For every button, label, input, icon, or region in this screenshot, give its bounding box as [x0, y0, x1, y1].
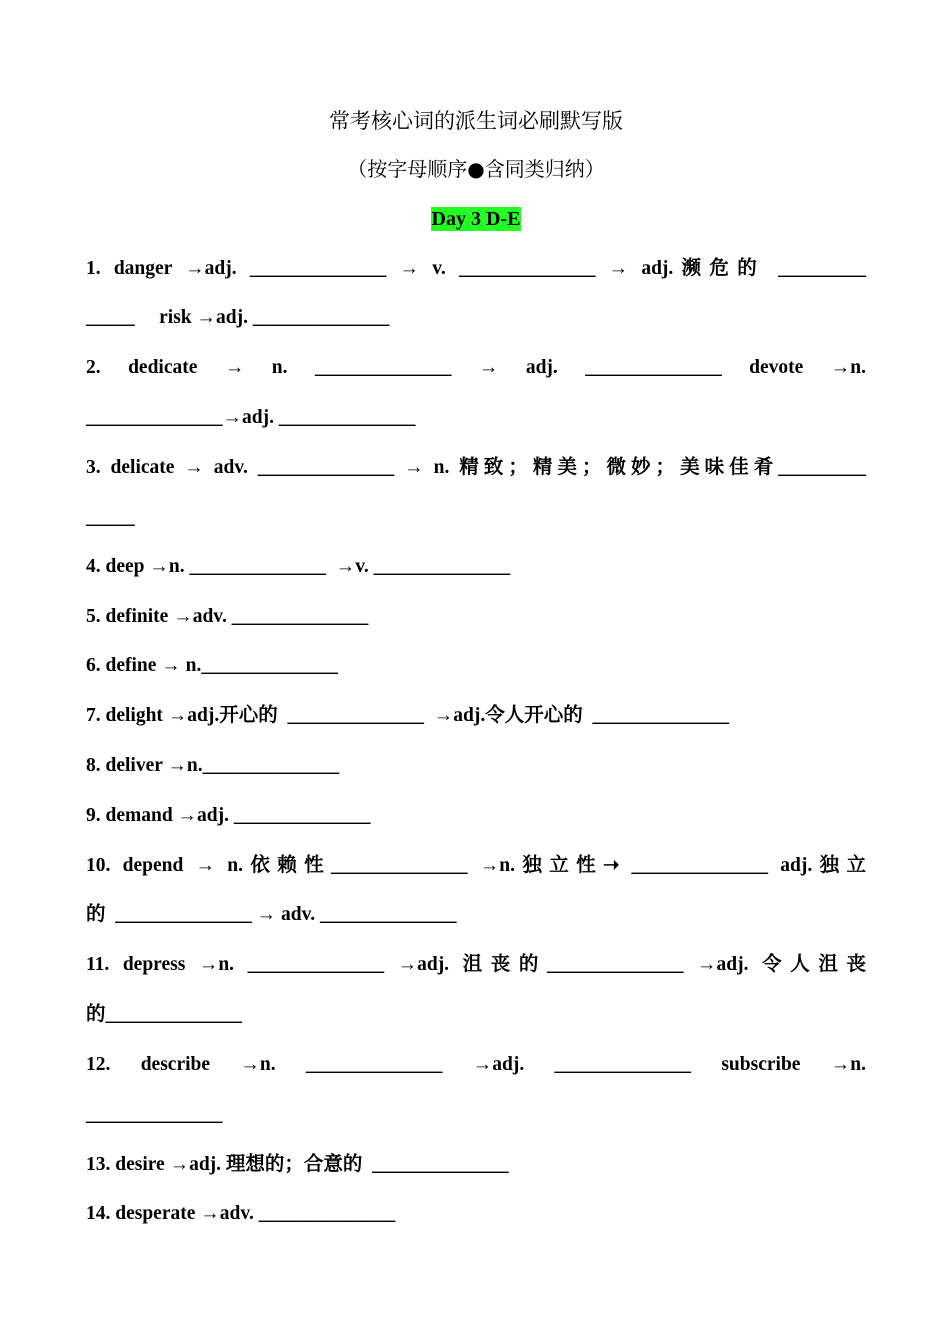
day-label — [86, 204, 866, 236]
exercise-line: 10. depend → n.依赖性______________ →n.独立性➝ ______________ adj.独立 — [86, 855, 866, 876]
exercise-line: 7. delight →adj.开心的 ______________ →adj.令人开心的 ______________ — [86, 705, 729, 726]
page-title: 常考核心词的派生词必刷默写版 — [329, 109, 623, 133]
exercise-line: ______________→adj. ______________ — [86, 407, 416, 428]
exercise-line: 12. describe →n. ______________ →adj. ______________ subscribe →n. — [86, 1054, 866, 1075]
exercise-line: 14. desperate →adv. ______________ — [86, 1203, 396, 1224]
exercise-line: 8. deliver →n.______________ — [86, 755, 340, 776]
exercise-line: 2. dedicate → n. ______________ → adj. ______________ devote →n. — [86, 357, 866, 378]
exercise-line: 4. deep →n. ______________ →v. ______________ — [86, 556, 511, 577]
exercise-line: 5. definite →adv. ______________ — [86, 606, 369, 627]
exercise-line: 6. define → n.______________ — [86, 655, 338, 676]
exercise-line: 13. desire →adj. 理想的；合意的 ______________ — [86, 1154, 509, 1175]
exercise-line: 的 ______________ → adv. ______________ — [86, 904, 457, 925]
exercise-line: 3. delicate → adv. ______________ → n. 精致；精美；微妙；美味佳肴_________ — [86, 457, 866, 478]
exercise-line: 1. danger →adj. ______________ → v. ______________ → adj.濒危的 _________ — [86, 258, 866, 279]
page-subtitle: （按字母顺序●含同类归纳） — [347, 157, 605, 181]
exercise-line: ______________ — [86, 1104, 223, 1125]
exercise-line: _____ — [86, 507, 135, 528]
day-label-highlight: Day 3 D-E — [431, 208, 521, 230]
exercise-line: 9. demand →adj. ______________ — [86, 805, 371, 826]
exercise-line: 11. depress →n. ______________ →adj. 沮丧的______________ →adj. 令人沮丧 — [86, 954, 866, 975]
exercise-line: 的______________ — [86, 1004, 243, 1025]
exercise-line: _____ risk →adj. ______________ — [86, 307, 390, 328]
